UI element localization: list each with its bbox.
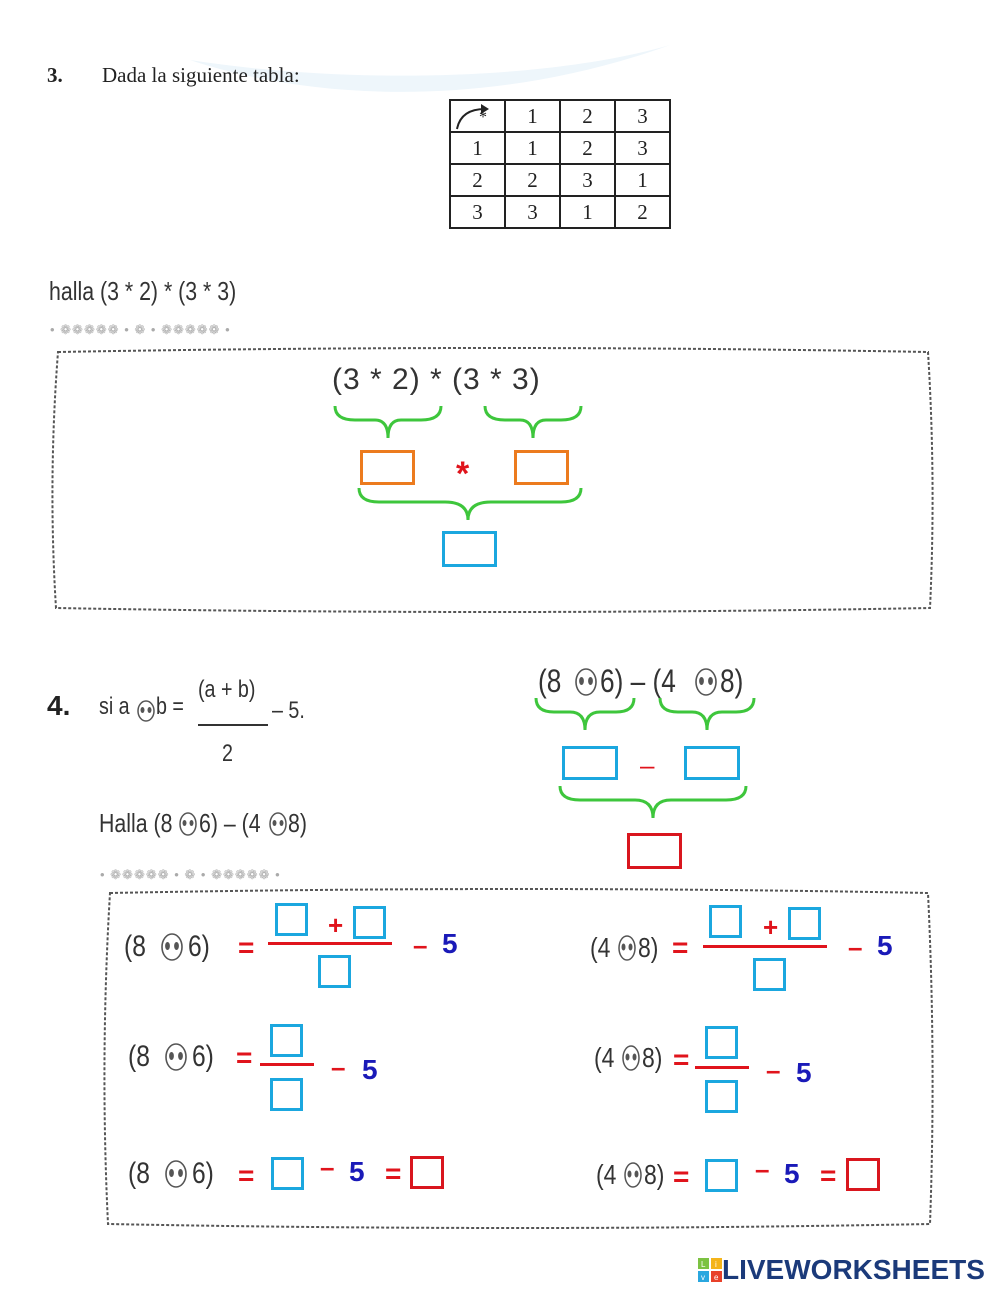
numerator-box[interactable] xyxy=(270,1024,303,1057)
definition-b: b = xyxy=(156,693,184,720)
answer-box-3x2[interactable] xyxy=(360,450,415,485)
denominator-box[interactable] xyxy=(753,958,786,991)
table-header-row xyxy=(450,100,670,132)
minus-sign: – xyxy=(766,1055,781,1085)
lhs-close-left: 6) xyxy=(192,1157,214,1190)
table-cell: 1 xyxy=(615,164,670,196)
table-cell: 3 xyxy=(615,132,670,164)
plus-sign: + xyxy=(328,910,344,940)
constant-five: 5 xyxy=(796,1057,812,1088)
lhs-close-left: 6) xyxy=(188,930,210,963)
table-cell: 2 xyxy=(505,164,560,196)
equals-sign: = xyxy=(673,1161,690,1192)
table-row-label: 2 xyxy=(450,164,505,196)
minus-sign: – xyxy=(755,1154,770,1184)
table-row xyxy=(450,164,670,196)
problem-4-task-start: Halla (8 xyxy=(99,808,173,838)
constant-five: 5 xyxy=(442,928,458,959)
numerator-box-a[interactable] xyxy=(275,903,308,936)
table-cell: 1 xyxy=(560,196,615,228)
equals-sign: = xyxy=(236,1042,253,1073)
logo-letter: e xyxy=(714,1273,719,1282)
answer-box-8op6[interactable] xyxy=(562,746,618,780)
decorative-dots: • ❁❁❁❁❁ • ❁ • ❁❁❁❁❁ • xyxy=(100,867,281,882)
definition-suffix: – 5. xyxy=(272,697,305,724)
table-row xyxy=(450,196,670,228)
result-box-left[interactable] xyxy=(410,1156,444,1189)
alien-operator-icon xyxy=(178,812,198,836)
problem-3-instruction: Dada la siguiente tabla: xyxy=(102,63,300,87)
numerator-box[interactable] xyxy=(705,1026,738,1059)
equals-sign: = xyxy=(238,1160,255,1191)
definition-denominator: 2 xyxy=(222,740,233,767)
answer-box-3x3[interactable] xyxy=(514,450,569,485)
expression-4-end: 8) xyxy=(720,663,744,699)
lhs-open-right: (4 xyxy=(596,1159,617,1190)
difference-box[interactable] xyxy=(271,1157,304,1190)
constant-five: 5 xyxy=(877,930,893,961)
fraction-bar-red xyxy=(703,945,827,948)
answer-box-4op8[interactable] xyxy=(684,746,740,780)
table-row-label: 1 xyxy=(450,132,505,164)
alien-operator-icon xyxy=(574,667,598,697)
numerator-box-a[interactable] xyxy=(709,905,742,938)
fraction-bar-red xyxy=(260,1063,314,1066)
denominator-box[interactable] xyxy=(705,1080,738,1113)
table-header-cell: 1 xyxy=(505,100,560,132)
table-cell: 2 xyxy=(560,132,615,164)
table-row-label: 3 xyxy=(450,196,505,228)
operation-table xyxy=(449,99,671,229)
lhs-close-right: 8) xyxy=(638,932,659,963)
minus-sign: – xyxy=(640,750,655,780)
expression-3: (3 * 2) * (3 * 3) xyxy=(332,363,541,396)
table-header-cell: 3 xyxy=(615,100,670,132)
table-corner-cell xyxy=(450,100,505,132)
equals-sign: = xyxy=(238,932,255,963)
numerator-box-b[interactable] xyxy=(788,907,821,940)
definition-numerator: (a + b) xyxy=(198,676,256,703)
denominator-box[interactable] xyxy=(318,955,351,988)
corner-star: * xyxy=(479,109,487,126)
lhs-close-right: 8) xyxy=(644,1159,665,1190)
fraction-bar xyxy=(198,724,268,726)
expression-4-mid: 6) – (4 xyxy=(600,663,676,699)
table-cell: 1 xyxy=(505,132,560,164)
numerator-box-b[interactable] xyxy=(353,906,386,939)
alien-operator-icon xyxy=(136,700,156,722)
equals-sign: = xyxy=(385,1158,402,1189)
equals-sign: = xyxy=(820,1160,837,1191)
equals-sign: = xyxy=(672,932,689,963)
table-cell: 2 xyxy=(615,196,670,228)
table-cell: 3 xyxy=(505,196,560,228)
liveworksheets-logo[interactable] xyxy=(698,1254,985,1286)
liveworksheets-logo-text: LIVEWORKSHEETS xyxy=(722,1254,985,1285)
problem-4-number: 4. xyxy=(47,690,71,721)
fraction-bar-red xyxy=(268,942,392,945)
lhs-open-left: (8 xyxy=(128,1040,150,1073)
fraction-bar-red xyxy=(695,1066,749,1069)
minus-sign: – xyxy=(413,930,428,960)
minus-sign: – xyxy=(320,1152,335,1182)
lhs-open-right: (4 xyxy=(594,1042,615,1073)
liveworksheets-logo-icon xyxy=(698,1258,722,1282)
minus-sign: – xyxy=(331,1052,346,1082)
constant-five: 5 xyxy=(349,1156,365,1187)
alien-operator-icon xyxy=(164,1159,188,1189)
constant-five: 5 xyxy=(784,1158,800,1189)
lhs-close-left: 6) xyxy=(192,1040,214,1073)
alien-operator-icon xyxy=(623,1161,643,1189)
lhs-close-right: 8) xyxy=(642,1042,663,1073)
constant-five: 5 xyxy=(362,1054,378,1085)
logo-letter: v xyxy=(701,1273,705,1282)
alien-operator-icon xyxy=(164,1042,188,1072)
answer-box-final-4[interactable] xyxy=(627,833,682,869)
decorative-dots: • ❁❁❁❁❁ • ❁ • ❁❁❁❁❁ • xyxy=(50,322,231,337)
answer-box-final-3[interactable] xyxy=(442,531,497,567)
lhs-open-right: (4 xyxy=(590,932,611,963)
alien-operator-icon xyxy=(694,667,718,697)
alien-operator-icon xyxy=(617,934,637,962)
corner-arrow-icon xyxy=(451,101,504,131)
denominator-box[interactable] xyxy=(270,1078,303,1111)
problem-4-task-end: 8) xyxy=(288,808,307,838)
operator-star: * xyxy=(456,455,470,493)
problem-3-task: halla (3 * 2) * (3 * 3) xyxy=(49,276,237,306)
plus-sign: + xyxy=(763,912,779,942)
table-cell: 3 xyxy=(560,164,615,196)
minus-sign: – xyxy=(848,932,863,962)
alien-operator-icon xyxy=(268,812,288,836)
logo-letter: i xyxy=(715,1260,717,1269)
difference-box[interactable] xyxy=(705,1159,738,1192)
lhs-open-left: (8 xyxy=(128,1157,150,1190)
definition-prefix: si a xyxy=(99,693,130,720)
table-row xyxy=(450,132,670,164)
expression-4-left: (8 xyxy=(538,663,562,699)
lhs-open-left: (8 xyxy=(124,930,146,963)
logo-letter: L xyxy=(701,1260,706,1269)
problem-3-number: 3. xyxy=(47,63,63,87)
table-header-cell: 2 xyxy=(560,100,615,132)
alien-operator-icon xyxy=(621,1044,641,1072)
problem-4-task-mid: 6) – (4 xyxy=(199,808,261,838)
result-box-right[interactable] xyxy=(846,1158,880,1191)
alien-operator-icon xyxy=(160,932,184,962)
equals-sign: = xyxy=(673,1044,690,1075)
